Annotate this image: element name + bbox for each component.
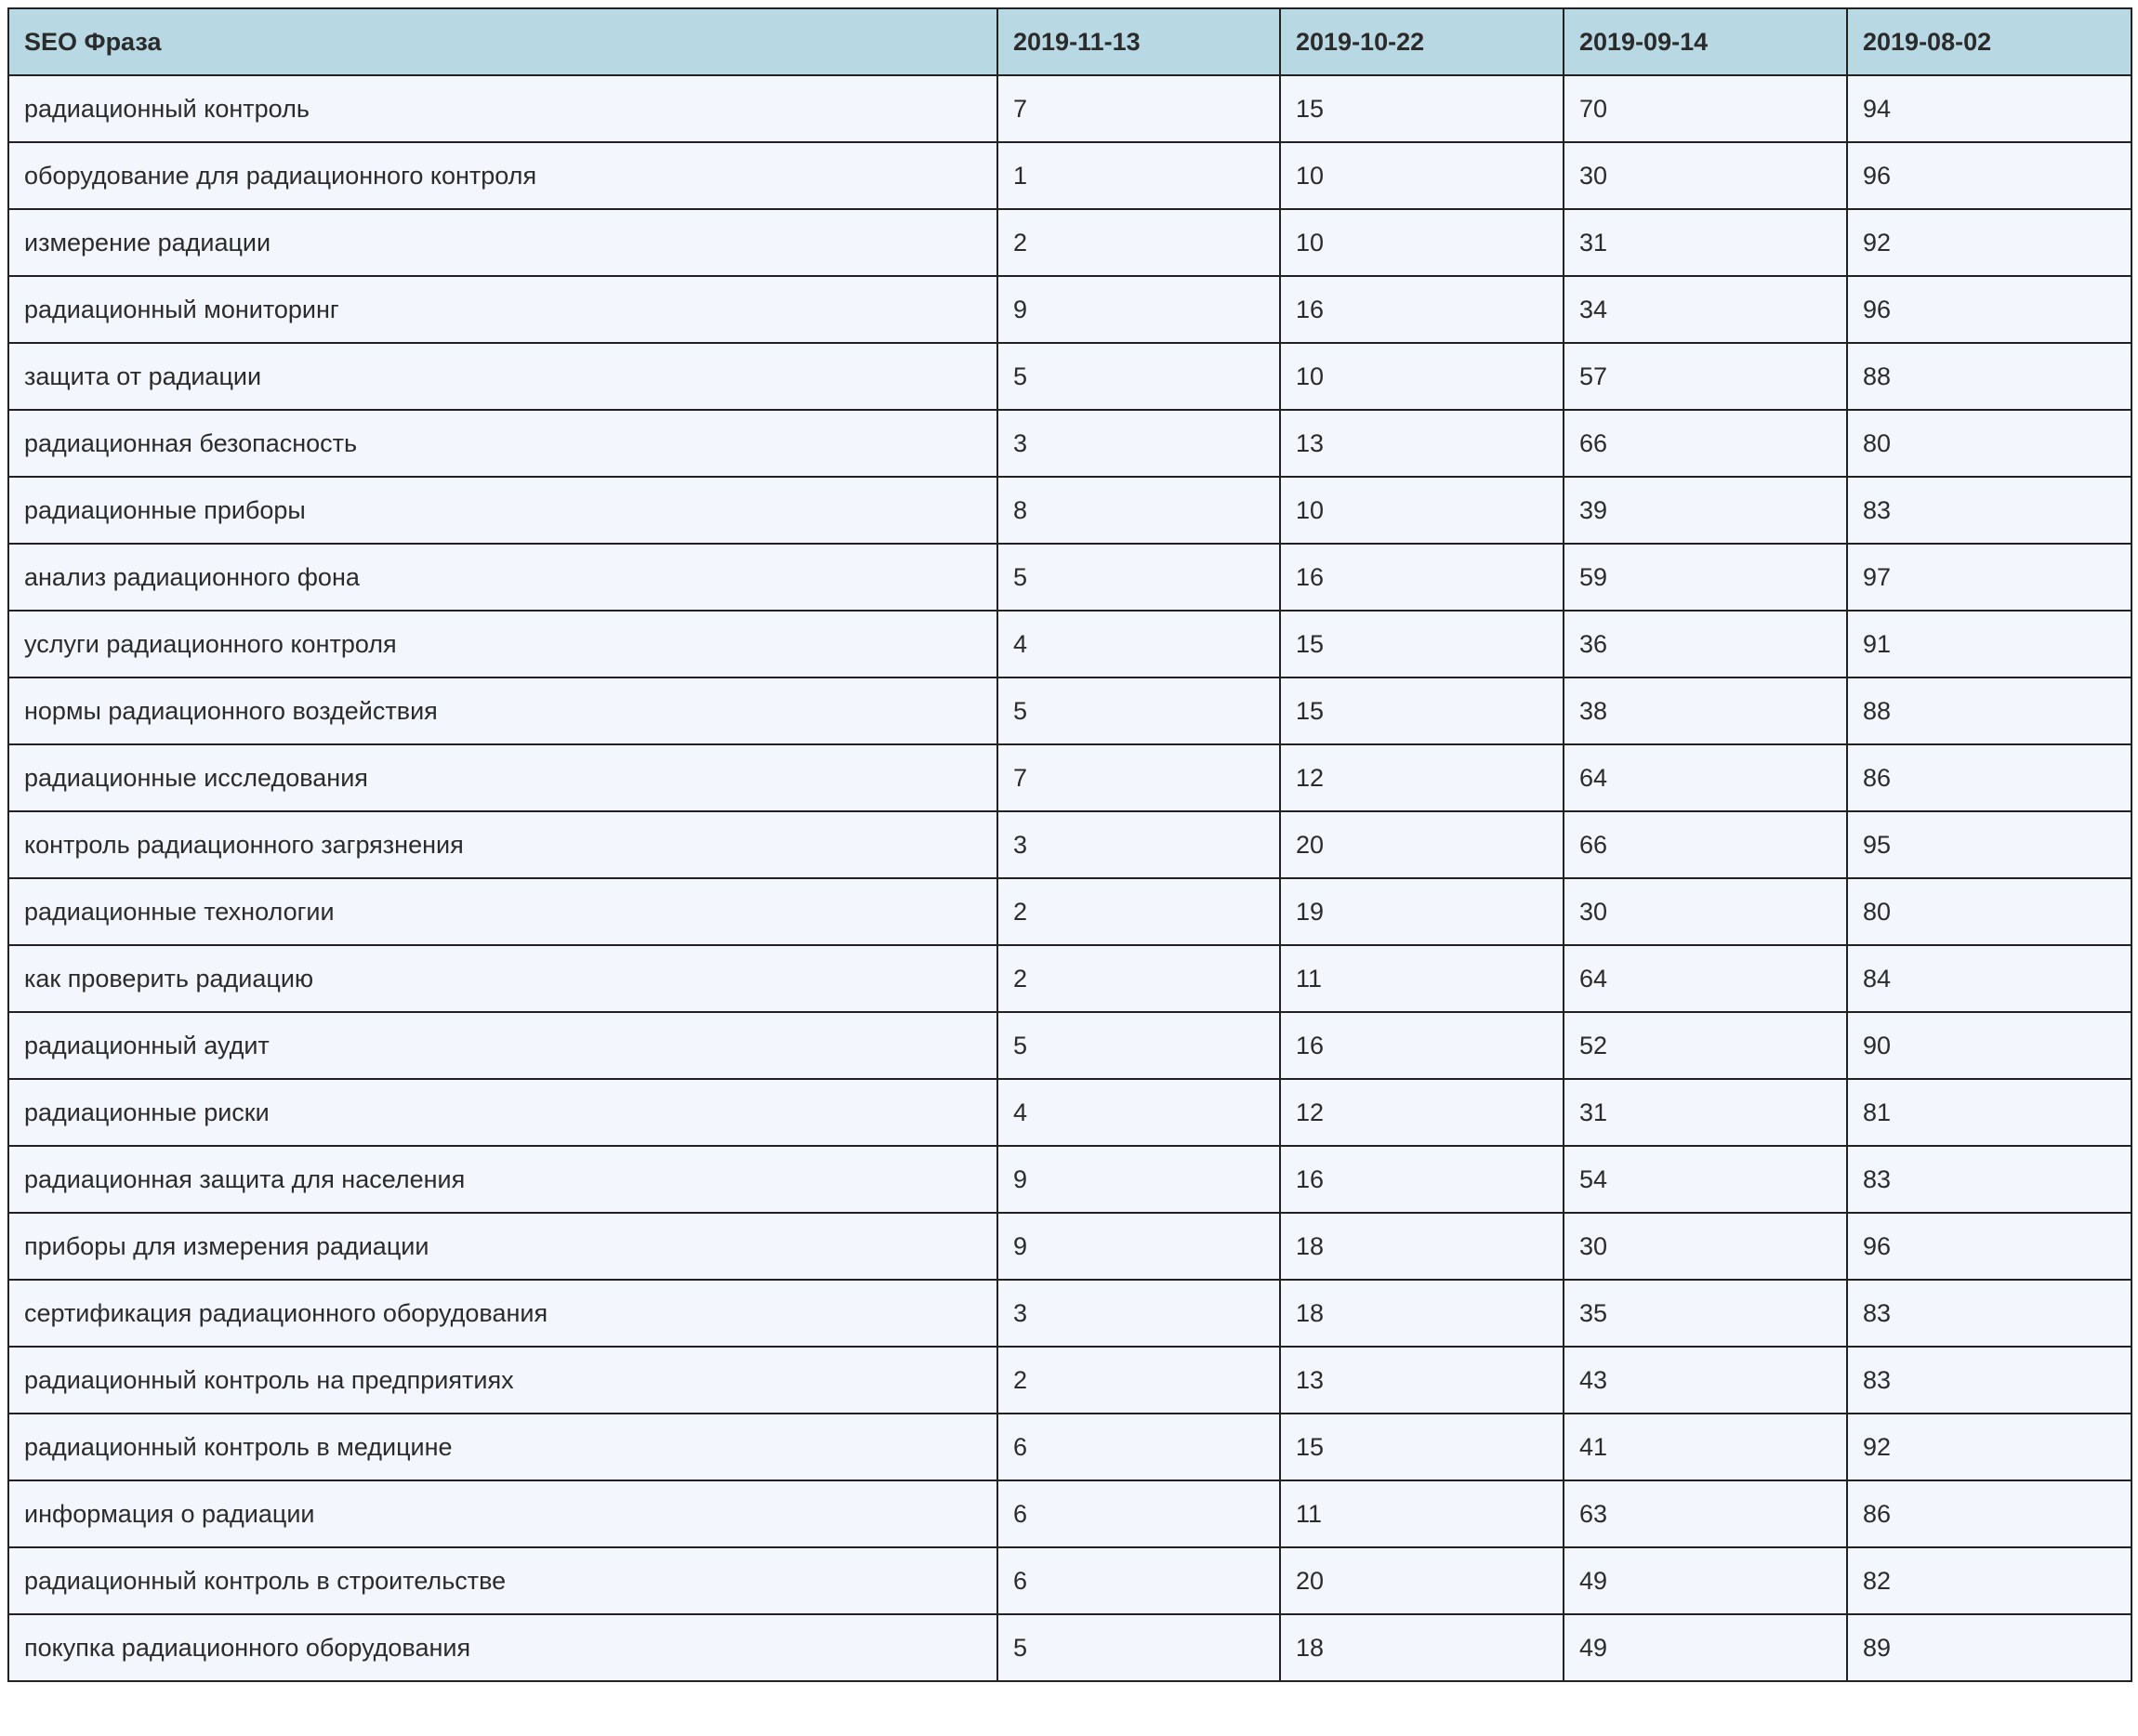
table-header [8,8,2131,75]
cell-seo-phrase: услуги радиационного контроля [8,611,997,677]
cell-position-2019-08-02: 86 [1847,744,2131,811]
column-header-date-2[interactable]: 2019-10-22 [1280,8,1564,75]
cell-position-2019-10-22: 15 [1280,1414,1564,1480]
cell-position-2019-08-02: 88 [1847,677,2131,744]
seo-rankings-table [7,7,2132,1682]
cell-position-2019-09-14: 31 [1564,209,1847,276]
cell-position-2019-11-13: 5 [997,677,1280,744]
cell-position-2019-09-14: 31 [1564,1079,1847,1146]
table-row [8,1414,2131,1480]
cell-position-2019-10-22: 20 [1280,1547,1564,1614]
cell-position-2019-09-14: 64 [1564,945,1847,1012]
cell-position-2019-09-14: 63 [1564,1480,1847,1547]
cell-position-2019-11-13: 9 [997,276,1280,343]
cell-position-2019-09-14: 66 [1564,410,1847,477]
table-row [8,611,2131,677]
cell-position-2019-10-22: 20 [1280,811,1564,878]
table-row [8,276,2131,343]
cell-seo-phrase: как проверить радиацию [8,945,997,1012]
cell-position-2019-10-22: 18 [1280,1280,1564,1347]
cell-position-2019-10-22: 13 [1280,410,1564,477]
cell-position-2019-11-13: 3 [997,811,1280,878]
cell-seo-phrase: контроль радиационного загрязнения [8,811,997,878]
cell-position-2019-08-02: 90 [1847,1012,2131,1079]
cell-position-2019-09-14: 52 [1564,1012,1847,1079]
table-body [8,75,2131,1681]
table-row [8,878,2131,945]
cell-position-2019-08-02: 94 [1847,75,2131,142]
cell-position-2019-10-22: 10 [1280,477,1564,544]
cell-position-2019-10-22: 10 [1280,343,1564,410]
cell-position-2019-10-22: 16 [1280,1012,1564,1079]
table-row [8,1614,2131,1681]
cell-seo-phrase: сертификация радиационного оборудования [8,1280,997,1347]
cell-seo-phrase: оборудование для радиационного контроля [8,142,997,209]
column-header-phrase[interactable]: SEO Фраза [8,8,997,75]
cell-position-2019-11-13: 2 [997,945,1280,1012]
cell-position-2019-09-14: 41 [1564,1414,1847,1480]
table-row [8,75,2131,142]
table-row [8,1347,2131,1414]
cell-position-2019-09-14: 30 [1564,142,1847,209]
cell-position-2019-09-14: 36 [1564,611,1847,677]
cell-position-2019-11-13: 5 [997,1614,1280,1681]
table-row [8,209,2131,276]
table-row [8,1280,2131,1347]
cell-seo-phrase: анализ радиационного фона [8,544,997,611]
table-row [8,142,2131,209]
cell-position-2019-10-22: 12 [1280,1079,1564,1146]
cell-position-2019-09-14: 64 [1564,744,1847,811]
cell-position-2019-10-22: 13 [1280,1347,1564,1414]
header-row [8,8,2131,75]
cell-position-2019-10-22: 15 [1280,75,1564,142]
column-header-date-4[interactable]: 2019-08-02 [1847,8,2131,75]
column-header-date-1[interactable]: 2019-11-13 [997,8,1280,75]
cell-seo-phrase: радиационные приборы [8,477,997,544]
cell-position-2019-10-22: 19 [1280,878,1564,945]
table-row [8,1012,2131,1079]
cell-position-2019-11-13: 3 [997,1280,1280,1347]
cell-seo-phrase: защита от радиации [8,343,997,410]
cell-position-2019-08-02: 82 [1847,1547,2131,1614]
cell-position-2019-08-02: 83 [1847,1146,2131,1213]
cell-position-2019-10-22: 15 [1280,677,1564,744]
cell-position-2019-09-14: 54 [1564,1146,1847,1213]
cell-position-2019-08-02: 96 [1847,276,2131,343]
cell-seo-phrase: нормы радиационного воздействия [8,677,997,744]
table-row [8,1213,2131,1280]
cell-seo-phrase: радиационная безопасность [8,410,997,477]
cell-position-2019-11-13: 5 [997,544,1280,611]
table-row [8,1146,2131,1213]
table-row [8,477,2131,544]
cell-position-2019-08-02: 83 [1847,1280,2131,1347]
cell-position-2019-10-22: 16 [1280,544,1564,611]
cell-position-2019-08-02: 83 [1847,477,2131,544]
cell-seo-phrase: радиационные риски [8,1079,997,1146]
cell-seo-phrase: измерение радиации [8,209,997,276]
table-row [8,343,2131,410]
cell-seo-phrase: радиационный контроль в медицине [8,1414,997,1480]
cell-position-2019-08-02: 96 [1847,142,2131,209]
cell-seo-phrase: радиационный аудит [8,1012,997,1079]
cell-position-2019-08-02: 81 [1847,1079,2131,1146]
cell-position-2019-11-13: 9 [997,1146,1280,1213]
cell-position-2019-09-14: 59 [1564,544,1847,611]
cell-position-2019-09-14: 57 [1564,343,1847,410]
cell-position-2019-09-14: 49 [1564,1614,1847,1681]
table-row [8,1547,2131,1614]
cell-position-2019-09-14: 66 [1564,811,1847,878]
cell-position-2019-08-02: 89 [1847,1614,2131,1681]
cell-seo-phrase: покупка радиационного оборудования [8,1614,997,1681]
cell-position-2019-10-22: 12 [1280,744,1564,811]
cell-position-2019-11-13: 7 [997,744,1280,811]
cell-position-2019-09-14: 35 [1564,1280,1847,1347]
cell-seo-phrase: радиационные исследования [8,744,997,811]
cell-position-2019-09-14: 30 [1564,1213,1847,1280]
table-row [8,410,2131,477]
table-row [8,1480,2131,1547]
table-row [8,744,2131,811]
cell-seo-phrase: радиационный контроль в строительстве [8,1547,997,1614]
cell-position-2019-08-02: 80 [1847,878,2131,945]
cell-position-2019-08-02: 96 [1847,1213,2131,1280]
cell-position-2019-11-13: 3 [997,410,1280,477]
table-row [8,544,2131,611]
cell-seo-phrase: радиационный контроль на предприятиях [8,1347,997,1414]
cell-position-2019-11-13: 7 [997,75,1280,142]
cell-position-2019-11-13: 4 [997,611,1280,677]
cell-position-2019-10-22: 10 [1280,209,1564,276]
cell-position-2019-09-14: 43 [1564,1347,1847,1414]
cell-position-2019-10-22: 16 [1280,276,1564,343]
cell-position-2019-09-14: 38 [1564,677,1847,744]
cell-position-2019-10-22: 10 [1280,142,1564,209]
seo-table-container [7,7,2131,1682]
cell-position-2019-10-22: 18 [1280,1614,1564,1681]
cell-position-2019-08-02: 92 [1847,1414,2131,1480]
cell-position-2019-08-02: 91 [1847,611,2131,677]
cell-position-2019-08-02: 95 [1847,811,2131,878]
cell-position-2019-11-13: 6 [997,1414,1280,1480]
cell-position-2019-11-13: 5 [997,343,1280,410]
cell-position-2019-11-13: 5 [997,1012,1280,1079]
cell-position-2019-11-13: 2 [997,209,1280,276]
cell-position-2019-09-14: 39 [1564,477,1847,544]
cell-position-2019-10-22: 15 [1280,611,1564,677]
cell-position-2019-09-14: 70 [1564,75,1847,142]
table-row [8,945,2131,1012]
cell-position-2019-11-13: 2 [997,1347,1280,1414]
cell-position-2019-11-13: 1 [997,142,1280,209]
table-row [8,1079,2131,1146]
cell-position-2019-08-02: 80 [1847,410,2131,477]
cell-seo-phrase: приборы для измерения радиации [8,1213,997,1280]
cell-position-2019-08-02: 88 [1847,343,2131,410]
cell-position-2019-08-02: 92 [1847,209,2131,276]
cell-seo-phrase: радиационный контроль [8,75,997,142]
cell-position-2019-09-14: 49 [1564,1547,1847,1614]
cell-position-2019-11-13: 8 [997,477,1280,544]
cell-position-2019-08-02: 83 [1847,1347,2131,1414]
cell-position-2019-11-13: 2 [997,878,1280,945]
cell-seo-phrase: радиационный мониторинг [8,276,997,343]
cell-position-2019-10-22: 16 [1280,1146,1564,1213]
cell-position-2019-10-22: 11 [1280,945,1564,1012]
column-header-date-3[interactable]: 2019-09-14 [1564,8,1847,75]
cell-seo-phrase: радиационные технологии [8,878,997,945]
cell-seo-phrase: информация о радиации [8,1480,997,1547]
cell-position-2019-08-02: 97 [1847,544,2131,611]
cell-position-2019-11-13: 4 [997,1079,1280,1146]
cell-position-2019-09-14: 34 [1564,276,1847,343]
cell-position-2019-09-14: 30 [1564,878,1847,945]
cell-position-2019-10-22: 11 [1280,1480,1564,1547]
cell-position-2019-11-13: 6 [997,1547,1280,1614]
cell-position-2019-08-02: 86 [1847,1480,2131,1547]
table-row [8,677,2131,744]
cell-position-2019-10-22: 18 [1280,1213,1564,1280]
cell-position-2019-11-13: 6 [997,1480,1280,1547]
cell-seo-phrase: радиационная защита для населения [8,1146,997,1213]
cell-position-2019-11-13: 9 [997,1213,1280,1280]
table-row [8,811,2131,878]
cell-position-2019-08-02: 84 [1847,945,2131,1012]
